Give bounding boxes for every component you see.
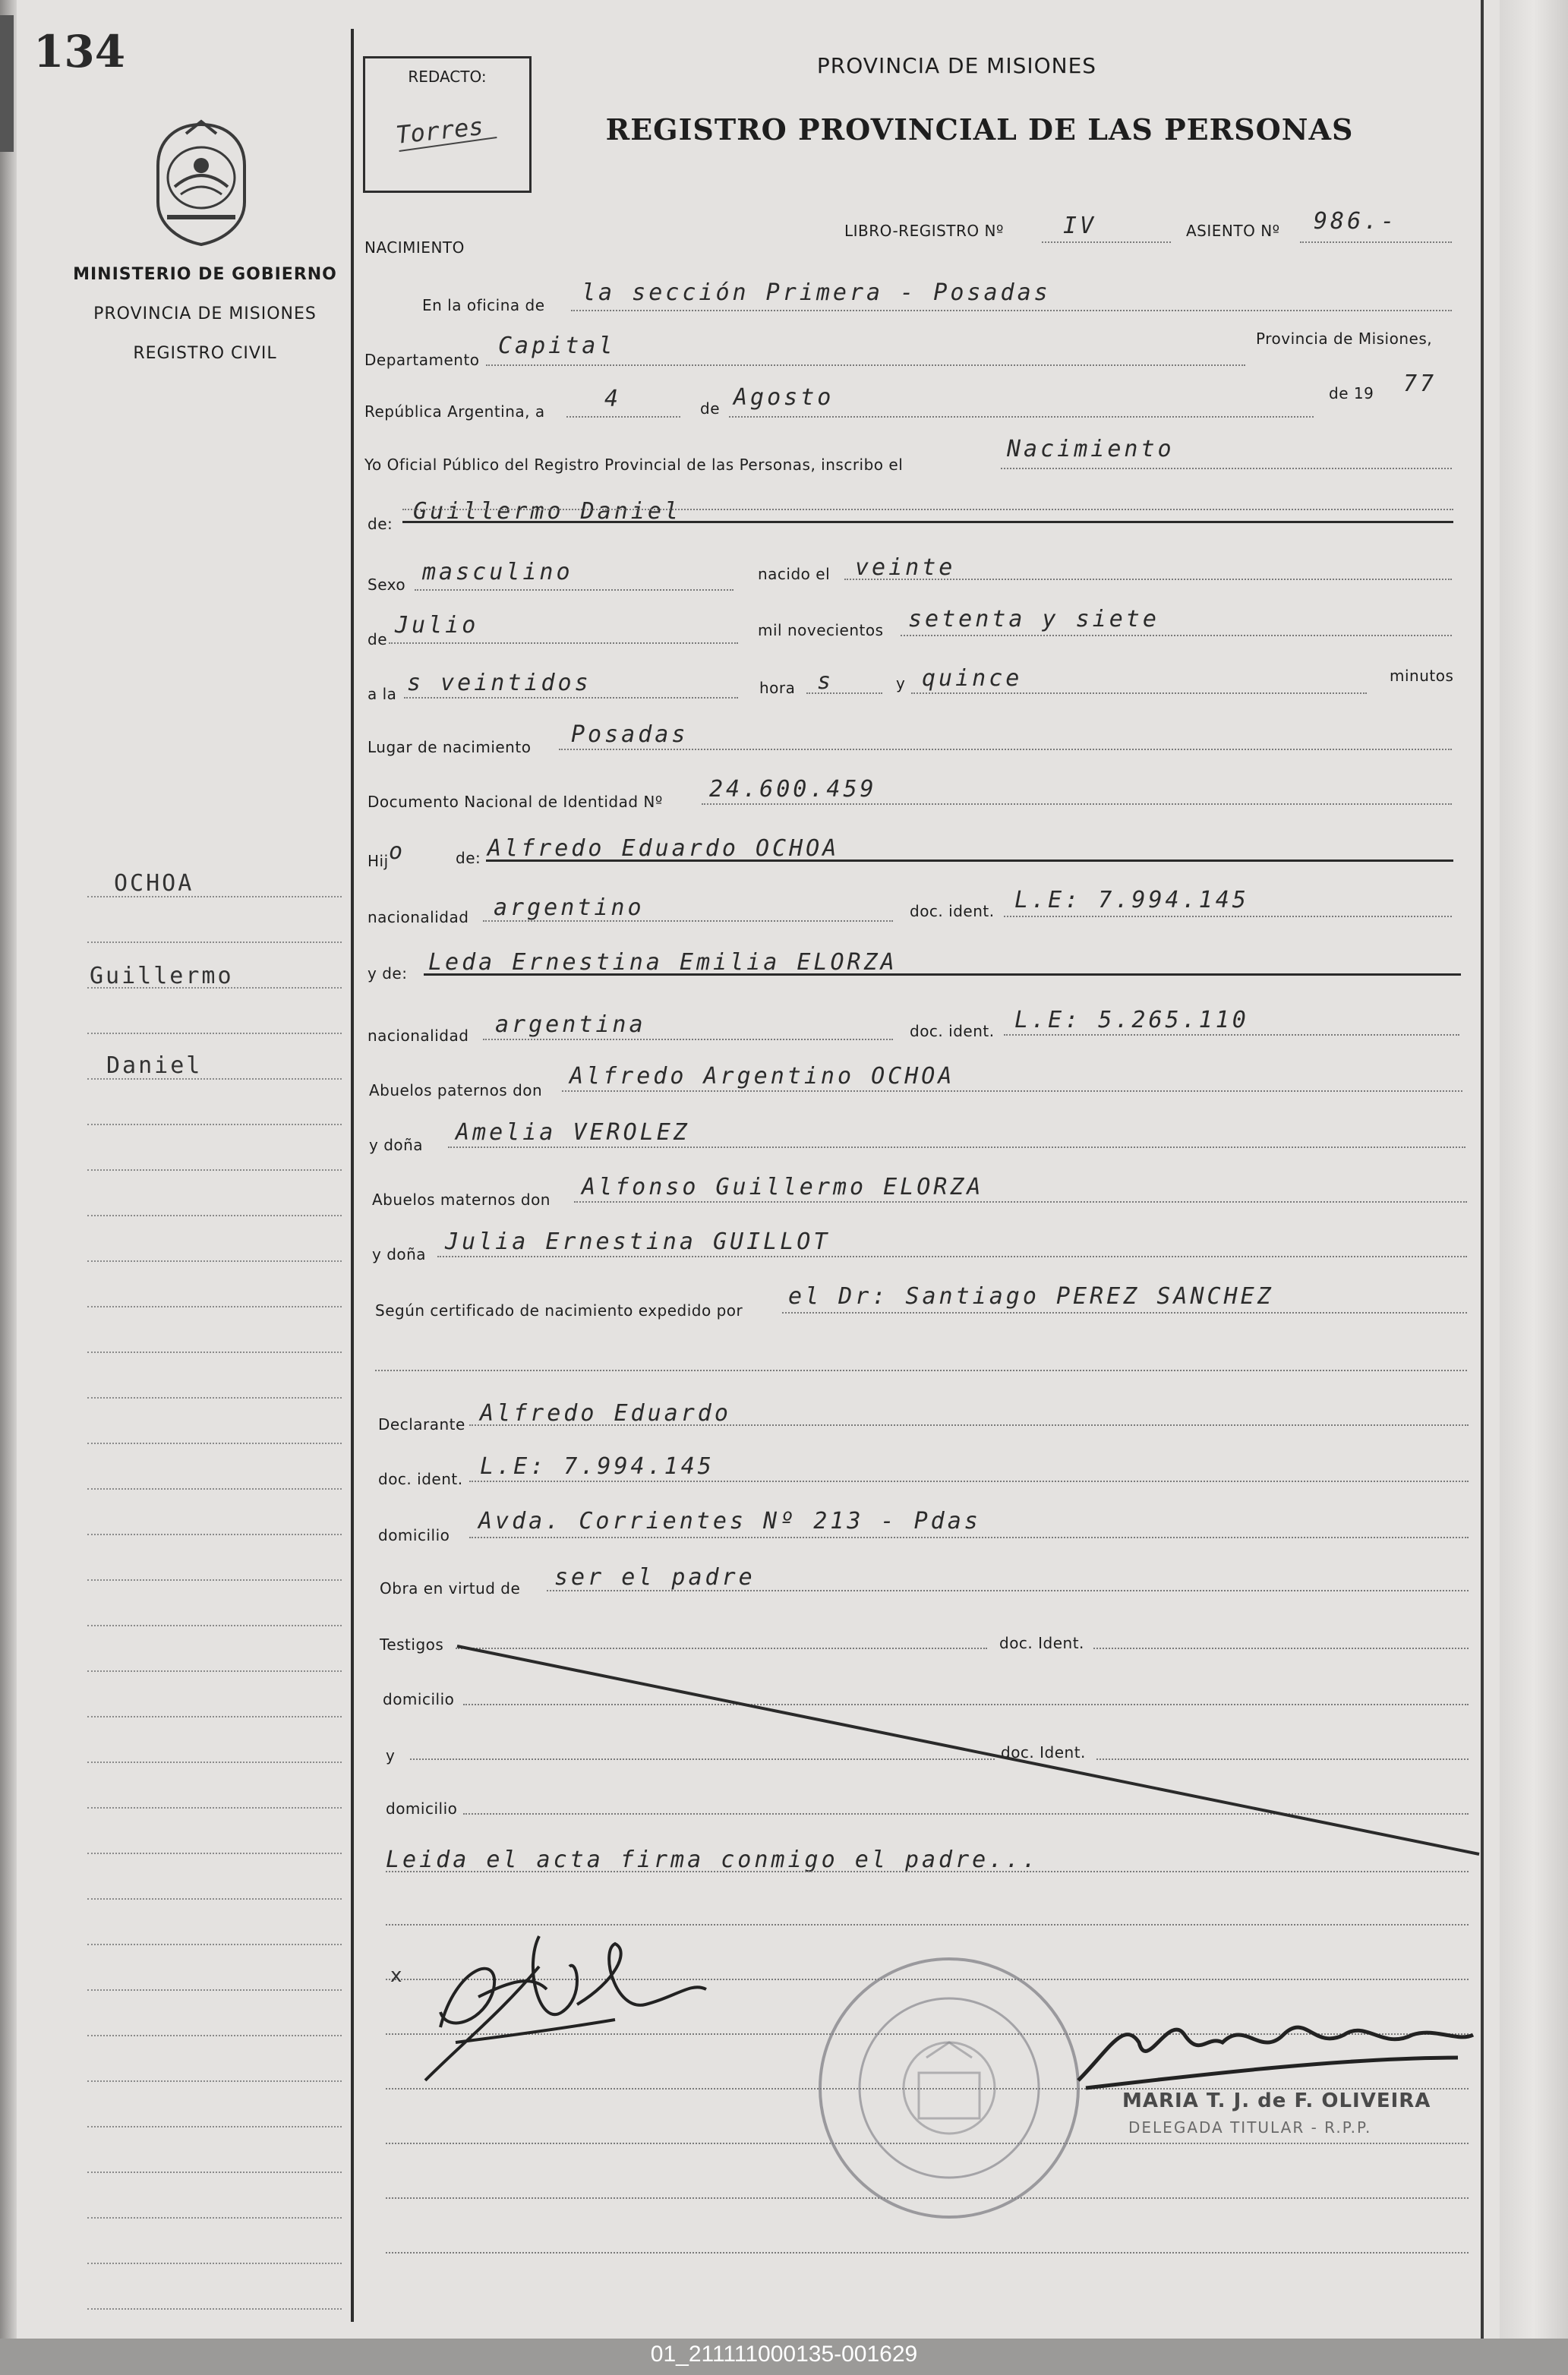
- republica-label: República Argentina, a: [364, 402, 545, 421]
- y-de-label: y de:: [368, 964, 408, 982]
- hij-value: o: [389, 838, 406, 865]
- margin-ruled-line: [87, 1989, 342, 1991]
- ministry-block: [61, 255, 349, 374]
- declarante-doc-row: [378, 1470, 463, 1500]
- anio-label: de 19: [1329, 384, 1374, 402]
- acto-value: Nacimiento: [1007, 436, 1175, 462]
- margin-ruled-line: [87, 1443, 342, 1444]
- margin-ruled-line: [87, 1670, 342, 1672]
- minutos-row: [1390, 667, 1453, 697]
- dni-value: 24.600.459: [709, 776, 877, 803]
- doc-padre-row: [910, 902, 995, 932]
- provincia-suffix-row: [1256, 330, 1432, 360]
- dia-value: 4: [604, 386, 622, 412]
- minutos-dots: [911, 692, 1367, 694]
- hora-dots: [404, 697, 738, 699]
- declarante-doc-dots: [469, 1481, 1469, 1482]
- margin-ruled-line: [87, 2263, 342, 2264]
- lugar-label: Lugar de nacimiento: [368, 738, 532, 756]
- doc-madre-value: L.E: 5.265.110: [1014, 1007, 1249, 1033]
- declarante-dots: [469, 1424, 1469, 1426]
- declarante-doc-label: doc. ident.: [378, 1470, 463, 1488]
- margin-ruled-line: [87, 1306, 342, 1307]
- testigos-doc-label: doc. Ident.: [999, 1634, 1084, 1652]
- nac-madre-row: [368, 1027, 469, 1057]
- hora-suffix-dots: [806, 692, 882, 694]
- de2-row: [368, 515, 393, 545]
- ministry-office: REGISTRO CIVIL: [133, 344, 277, 363]
- official-title: DELEGADA TITULAR - R.P.P.: [1128, 2118, 1372, 2137]
- domicilio-row: [378, 1526, 450, 1557]
- abuela-paterna: Amelia VEROLEZ: [456, 1119, 690, 1146]
- anio-row: [1329, 384, 1374, 415]
- madre-underline: [424, 973, 1461, 976]
- doc-madre-row: [910, 1022, 995, 1052]
- padre-value: Alfredo Eduardo OCHOA: [487, 835, 840, 862]
- testigos-label: Testigos: [380, 1635, 444, 1654]
- republica-row: [364, 402, 545, 433]
- nacionalidad-padre: argentino: [494, 894, 645, 921]
- libro-value: IV: [1063, 213, 1097, 239]
- declarante-row: [378, 1415, 465, 1446]
- sexo-dots: [415, 589, 734, 591]
- domicilio-dots: [469, 1537, 1469, 1538]
- nac-madre-dots: [483, 1039, 893, 1040]
- doc-padre-value: L.E: 7.994.145: [1014, 887, 1249, 913]
- lugar-value: Posadas: [571, 721, 689, 748]
- a-la-row: [368, 685, 396, 715]
- declarant-signature: [387, 1921, 721, 2096]
- oficina-label: En la oficina de: [422, 296, 545, 314]
- nacido-value: veinte: [855, 554, 956, 581]
- margin-ruled-line: [87, 896, 342, 897]
- y2-row: [386, 1746, 395, 1777]
- departamento-dots: [486, 364, 1245, 366]
- oficial-label: Yo Oficial Público del Registro Provincial de las Personas, inscribo el: [364, 456, 904, 474]
- margin-surname: OCHOA: [114, 870, 194, 897]
- y-dona-label-1: y doña: [369, 1136, 424, 1154]
- abuelo-materno: Alfonso Guillermo ELORZA: [582, 1174, 984, 1200]
- y2-label: y: [386, 1746, 396, 1765]
- anio2-dots: [901, 635, 1452, 636]
- hij-label: Hij: [368, 852, 389, 870]
- departamento-value: Capital: [498, 333, 616, 359]
- doc-madre-label: doc. ident.: [910, 1022, 995, 1040]
- cancel-strike-line: [456, 1640, 1488, 1868]
- doc-padre-dots: [1004, 916, 1452, 917]
- nacimiento-row: [364, 238, 465, 269]
- page-number: 134: [33, 26, 126, 77]
- nacionalidad-madre-label: nacionalidad: [368, 1027, 469, 1045]
- nombre-value: Guillermo Daniel: [413, 498, 681, 525]
- domicilio2-row: [383, 1690, 454, 1721]
- margin-ruled-line: [87, 1352, 342, 1353]
- margin-ruled-line: [87, 2217, 342, 2219]
- abuelo-paterno-dots: [562, 1090, 1462, 1092]
- obra-row: [380, 1579, 520, 1610]
- domicilio2-label: domicilio: [383, 1690, 455, 1708]
- lugar-row: [368, 738, 531, 768]
- departamento-label: Departamento: [364, 351, 480, 369]
- abuela-paterna-row: [369, 1136, 423, 1166]
- margin-ruled-line: [87, 2080, 342, 2082]
- cierre-value: Leida el acta firma conmigo el padre...: [386, 1847, 1040, 1873]
- coat-of-arms-icon: [144, 118, 258, 248]
- margin-ruled-line: [87, 1033, 342, 1034]
- redacto-box: [363, 56, 532, 193]
- abuela-paterna-dots: [448, 1146, 1465, 1148]
- margin-ruled-line: [87, 1944, 342, 1945]
- a-la-label: a la: [368, 685, 397, 703]
- nac-padre-row: [368, 908, 469, 938]
- mes-value: Agosto: [734, 384, 834, 411]
- ministry-province: PROVINCIA DE MISIONES: [93, 304, 317, 323]
- nombre-underline: [402, 521, 1453, 523]
- margin-ruled-line: [87, 1215, 342, 1216]
- y2-doc-label: doc. Ident.: [1001, 1743, 1086, 1762]
- official-name: MARIA T. J. de F. OLIVEIRA: [1122, 2090, 1431, 2112]
- de2-label: de:: [368, 515, 393, 533]
- asiento-row: [1186, 222, 1280, 252]
- y-dona-label-2: y doña: [372, 1245, 427, 1263]
- declarante-value: Alfredo Eduardo: [480, 1400, 731, 1427]
- margin-ruled-line: [87, 1807, 342, 1809]
- certificado-dots-2: [375, 1370, 1467, 1371]
- cierre-dots: [386, 1871, 1469, 1872]
- page-right-edge: [1500, 0, 1568, 2339]
- padre-underline: [486, 859, 1453, 862]
- mes2-dots: [389, 642, 738, 644]
- margin-ruled-line: [87, 987, 342, 989]
- redacto-label: REDACTO:: [408, 68, 487, 86]
- margin-ruled-line: [87, 1169, 342, 1171]
- domicilio3-label: domicilio: [386, 1799, 458, 1818]
- libro-dots: [1042, 241, 1171, 243]
- obra-value: ser el padre: [554, 1564, 756, 1591]
- sexo-label: Sexo: [368, 576, 406, 594]
- hij-de-row: [456, 849, 481, 879]
- oficial-row: [364, 456, 903, 486]
- asiento-value: 986.-: [1314, 208, 1398, 235]
- provincia-suffix: Provincia de Misiones,: [1256, 330, 1433, 348]
- oficina-value: la sección Primera - Posadas: [582, 279, 1051, 306]
- oficina-dots: [571, 310, 1452, 311]
- hora-suffix: s: [817, 668, 834, 695]
- anio2-value: setenta y siete: [908, 606, 1159, 632]
- nacido-dots: [844, 579, 1452, 580]
- abuelos-maternos-row: [372, 1191, 551, 1221]
- hij-row: [368, 852, 389, 882]
- margin-ruled-line: [87, 1534, 342, 1535]
- oficina-row: [422, 296, 545, 326]
- dia-dots: [566, 416, 680, 418]
- y-label: y: [896, 674, 906, 692]
- header-province: PROVINCIA DE MISIONES: [816, 53, 1097, 78]
- hij-de-label: de:: [456, 849, 481, 867]
- de3-label: de: [368, 630, 387, 648]
- mes-dots: [729, 416, 1314, 418]
- margin-ruled-line: [87, 2035, 342, 2036]
- asiento-dots: [1300, 241, 1452, 243]
- certificado-label: Según certificado de nacimiento expedido por: [375, 1301, 743, 1320]
- madre-value: Leda Ernestina Emilia ELORZA: [428, 949, 898, 976]
- asiento-label: ASIENTO Nº: [1186, 222, 1280, 240]
- domicilio3-row: [386, 1799, 457, 1830]
- lugar-dots: [559, 749, 1452, 750]
- margin-ruled-line: [87, 1260, 342, 1262]
- testigos-row: [380, 1635, 443, 1666]
- margin-ruled-line: [87, 1124, 342, 1125]
- certificado-row: [375, 1301, 743, 1332]
- official-seal: [812, 1951, 1086, 2225]
- y-de-row: [368, 964, 407, 995]
- domicilio-label: domicilio: [378, 1526, 450, 1544]
- dni-row: [368, 793, 663, 823]
- margin-first-name: Guillermo: [90, 963, 234, 989]
- margin-ruled-line: [87, 1397, 342, 1399]
- official-signature: [1063, 1989, 1488, 2103]
- margin-ruled-line: [87, 2126, 342, 2127]
- nac-padre-dots: [483, 920, 893, 922]
- doc-madre-dots: [1004, 1034, 1459, 1036]
- header-registry: REGISTRO PROVINCIAL DE LAS PERSONAS: [605, 112, 1354, 147]
- abuela-materna-row: [372, 1245, 426, 1276]
- libro-label: LIBRO-REGISTRO Nº: [844, 222, 1004, 240]
- margin-ruled-line: [87, 2308, 342, 2310]
- de-mes-row: [700, 399, 720, 430]
- blank-dots-7: [386, 2252, 1469, 2254]
- nacimiento-label: NACIMIENTO: [364, 238, 465, 257]
- declarante-label: Declarante: [378, 1415, 465, 1434]
- dni-label: Documento Nacional de Identidad Nº: [368, 793, 663, 811]
- svg-text:x: x: [390, 1964, 402, 1987]
- hora-label-row: [759, 679, 795, 709]
- certificado-value: el Dr: Santiago PEREZ SANCHEZ: [788, 1283, 1274, 1310]
- abuelo-materno-dots: [574, 1201, 1467, 1203]
- nacionalidad-padre-label: nacionalidad: [368, 908, 469, 926]
- redacto-value: Torres: [394, 112, 485, 150]
- mes2-value: Julio: [395, 612, 479, 639]
- abuelos-maternos-label: Abuelos maternos don: [372, 1191, 551, 1209]
- abuelo-paterno: Alfredo Argentino OCHOA: [569, 1063, 955, 1090]
- margin-ruled-line: [87, 941, 342, 943]
- obra-label: Obra en virtud de: [380, 1579, 521, 1598]
- hora-value: s veintidos: [407, 670, 592, 696]
- dni-dots: [702, 803, 1452, 805]
- de-label: de: [700, 399, 720, 418]
- minutos-value: quince: [922, 665, 1023, 692]
- mil-row: [758, 621, 884, 651]
- margin-ruled-line: [87, 1488, 342, 1490]
- margin-ruled-line: [87, 1579, 342, 1581]
- margin-second-name: Daniel: [106, 1052, 203, 1079]
- nacido-label: nacido el: [758, 565, 831, 583]
- domicilio-value: Avda. Corrientes Nº 213 - Pdas: [478, 1508, 981, 1534]
- doc-padre-label: doc. ident.: [910, 902, 995, 920]
- book-spine-shadow: [0, 0, 17, 2339]
- certificado-dots: [782, 1312, 1467, 1314]
- nacido-row: [758, 565, 830, 595]
- de3-row: [368, 630, 387, 661]
- binding-strip: [0, 15, 14, 152]
- margin-ruled-line: [87, 1762, 342, 1763]
- margin-ruled-line: [87, 1898, 342, 1900]
- libro-row: [844, 222, 1004, 252]
- abuela-materna: Julia Ernestina GUILLOT: [445, 1229, 831, 1255]
- image-caption: 01_211111000135-001629: [650, 2342, 918, 2367]
- margin-ruled-line: [87, 2172, 342, 2173]
- margin-ruled-line: [87, 1716, 342, 1717]
- sexo-value: masculino: [422, 559, 573, 585]
- abuela-materna-dots: [437, 1256, 1467, 1257]
- acto-dots: [1001, 468, 1452, 469]
- hora-label: hora: [759, 679, 796, 697]
- margin-ruled-line: [87, 1078, 342, 1080]
- ministry-title: MINISTERIO DE GOBIERNO: [73, 265, 337, 284]
- margin-ruled-line: [87, 1853, 342, 1854]
- anio-value: 77: [1403, 371, 1437, 397]
- departamento-row: [364, 351, 480, 381]
- y-row: [896, 674, 905, 705]
- margin-ruled-line: [87, 1625, 342, 1626]
- abuelos-paternos-row: [369, 1081, 542, 1112]
- sexo-row: [368, 576, 405, 606]
- obra-dots: [547, 1590, 1469, 1591]
- right-border: [1481, 0, 1484, 2339]
- minutos-label: minutos: [1390, 667, 1454, 685]
- mil-label: mil novecientos: [758, 621, 884, 639]
- nacionalidad-madre: argentina: [495, 1011, 646, 1038]
- nombre-dots: [402, 509, 1453, 510]
- declarante-doc: L.E: 7.994.145: [480, 1453, 715, 1480]
- abuelos-paternos-label: Abuelos paternos don: [369, 1081, 543, 1099]
